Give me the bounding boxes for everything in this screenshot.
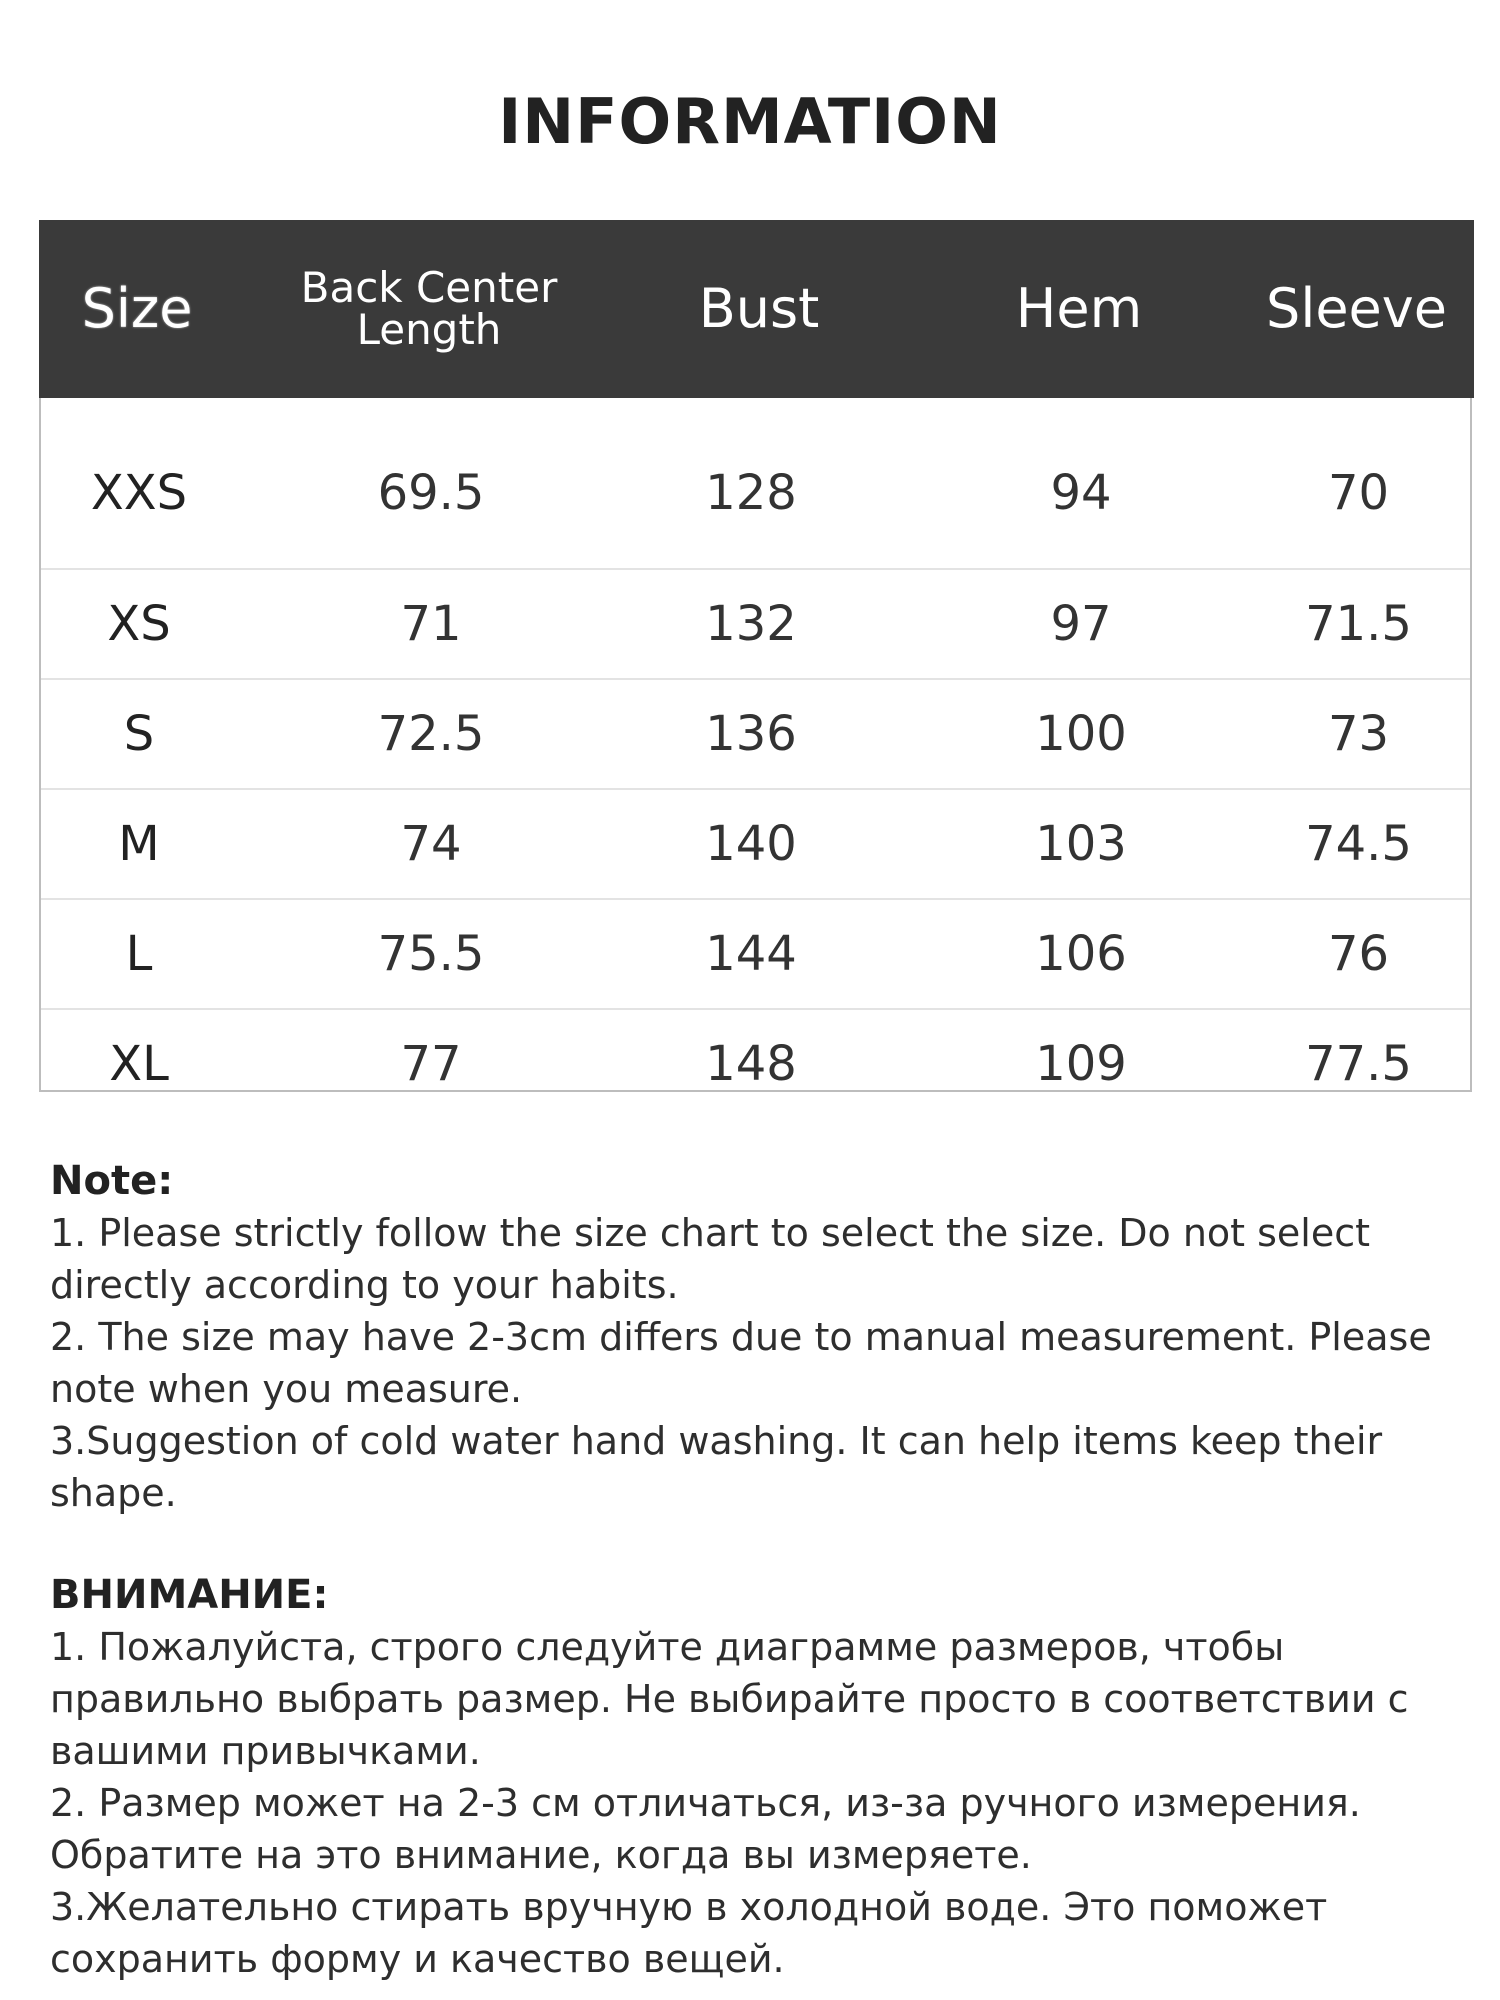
cell-bust: 144: [705, 926, 797, 982]
header-back-center-line1: Back Center: [300, 263, 558, 312]
cell-hem: 97: [1050, 596, 1112, 652]
table-row: [41, 678, 1470, 788]
header-bust: Bust: [698, 277, 820, 340]
header-back-center-length: [269, 220, 589, 398]
cell-size: XL: [109, 1036, 169, 1092]
header-size: Size: [81, 277, 193, 340]
cell-size: S: [123, 706, 155, 762]
cell-bust: 140: [705, 816, 797, 872]
table-row: [41, 788, 1470, 898]
note-heading-en: Note:: [50, 1158, 174, 1204]
cell-back-center-length: 71: [400, 596, 462, 652]
table-row: [41, 398, 1470, 568]
cell-hem: 106: [1035, 926, 1127, 982]
note-russian: [50, 1569, 1470, 1985]
size-chart-table: [39, 220, 1472, 1092]
note-ru-item-1: 1. Пожалуйста, строго следуйте диаграмме размеров, чтобы правильно выбрать размер. Не выбирайте просто в соответствии с вашими привычками.: [50, 1625, 1409, 1773]
cell-size: XXS: [90, 465, 188, 521]
table-row: [41, 898, 1470, 1008]
table-row: [41, 568, 1470, 678]
cell-sleeve: 70: [1327, 465, 1390, 521]
cell-hem: 94: [1050, 465, 1112, 521]
cell-sleeve: 76: [1327, 926, 1390, 982]
note-en-item-3: 3.Suggestion of cold water hand washing. It can help items keep their shape.: [50, 1419, 1383, 1515]
notes-section: [50, 1155, 1470, 1985]
cell-size: M: [118, 816, 160, 872]
cell-back-center-length: 69.5: [377, 465, 485, 521]
cell-size: XS: [107, 596, 171, 652]
cell-hem: 109: [1035, 1036, 1127, 1092]
cell-bust: 148: [705, 1036, 797, 1092]
table-row: [41, 1008, 1470, 1118]
note-en-item-1: 1. Please strictly follow the size chart to select the size. Do not select directly according to your habits.: [50, 1211, 1371, 1307]
cell-hem: 103: [1035, 816, 1127, 872]
cell-sleeve: 73: [1327, 706, 1390, 762]
note-ru-item-2: 2. Размер может на 2-3 см отличаться, из-за ручного измерения. Обратите на это внимание, когда вы измеряете.: [50, 1781, 1361, 1877]
cell-sleeve: 77.5: [1305, 1036, 1412, 1092]
cell-back-center-length: 74: [400, 816, 462, 872]
cell-sleeve: 74.5: [1305, 816, 1412, 872]
cell-back-center-length: 75.5: [377, 926, 485, 982]
header-hem: Hem: [1015, 277, 1143, 340]
note-heading-ru: ВНИМАНИЕ:: [50, 1572, 329, 1618]
note-ru-item-3: 3.Желательно стирать вручную в холодной воде. Это поможет сохранить форму и качество вещей.: [50, 1885, 1328, 1981]
cell-bust: 136: [705, 706, 797, 762]
table-header: [39, 220, 1474, 398]
cell-hem: 100: [1035, 706, 1127, 762]
note-en-item-2: 2. The size may have 2-3cm differs due to manual measurement. Please note when you measure.: [50, 1315, 1432, 1411]
table-body: [41, 398, 1470, 1118]
cell-back-center-length: 72.5: [377, 706, 485, 762]
cell-size: L: [125, 926, 153, 982]
cell-bust: 128: [705, 465, 797, 521]
header-back-center-line2: Length: [356, 305, 502, 354]
cell-bust: 132: [705, 596, 797, 652]
cell-sleeve: 71.5: [1305, 596, 1412, 652]
cell-back-center-length: 77: [400, 1036, 462, 1092]
note-english: [50, 1155, 1470, 1519]
header-sleeve: Sleeve: [1266, 277, 1447, 340]
page-title: INFORMATION: [498, 85, 1002, 158]
